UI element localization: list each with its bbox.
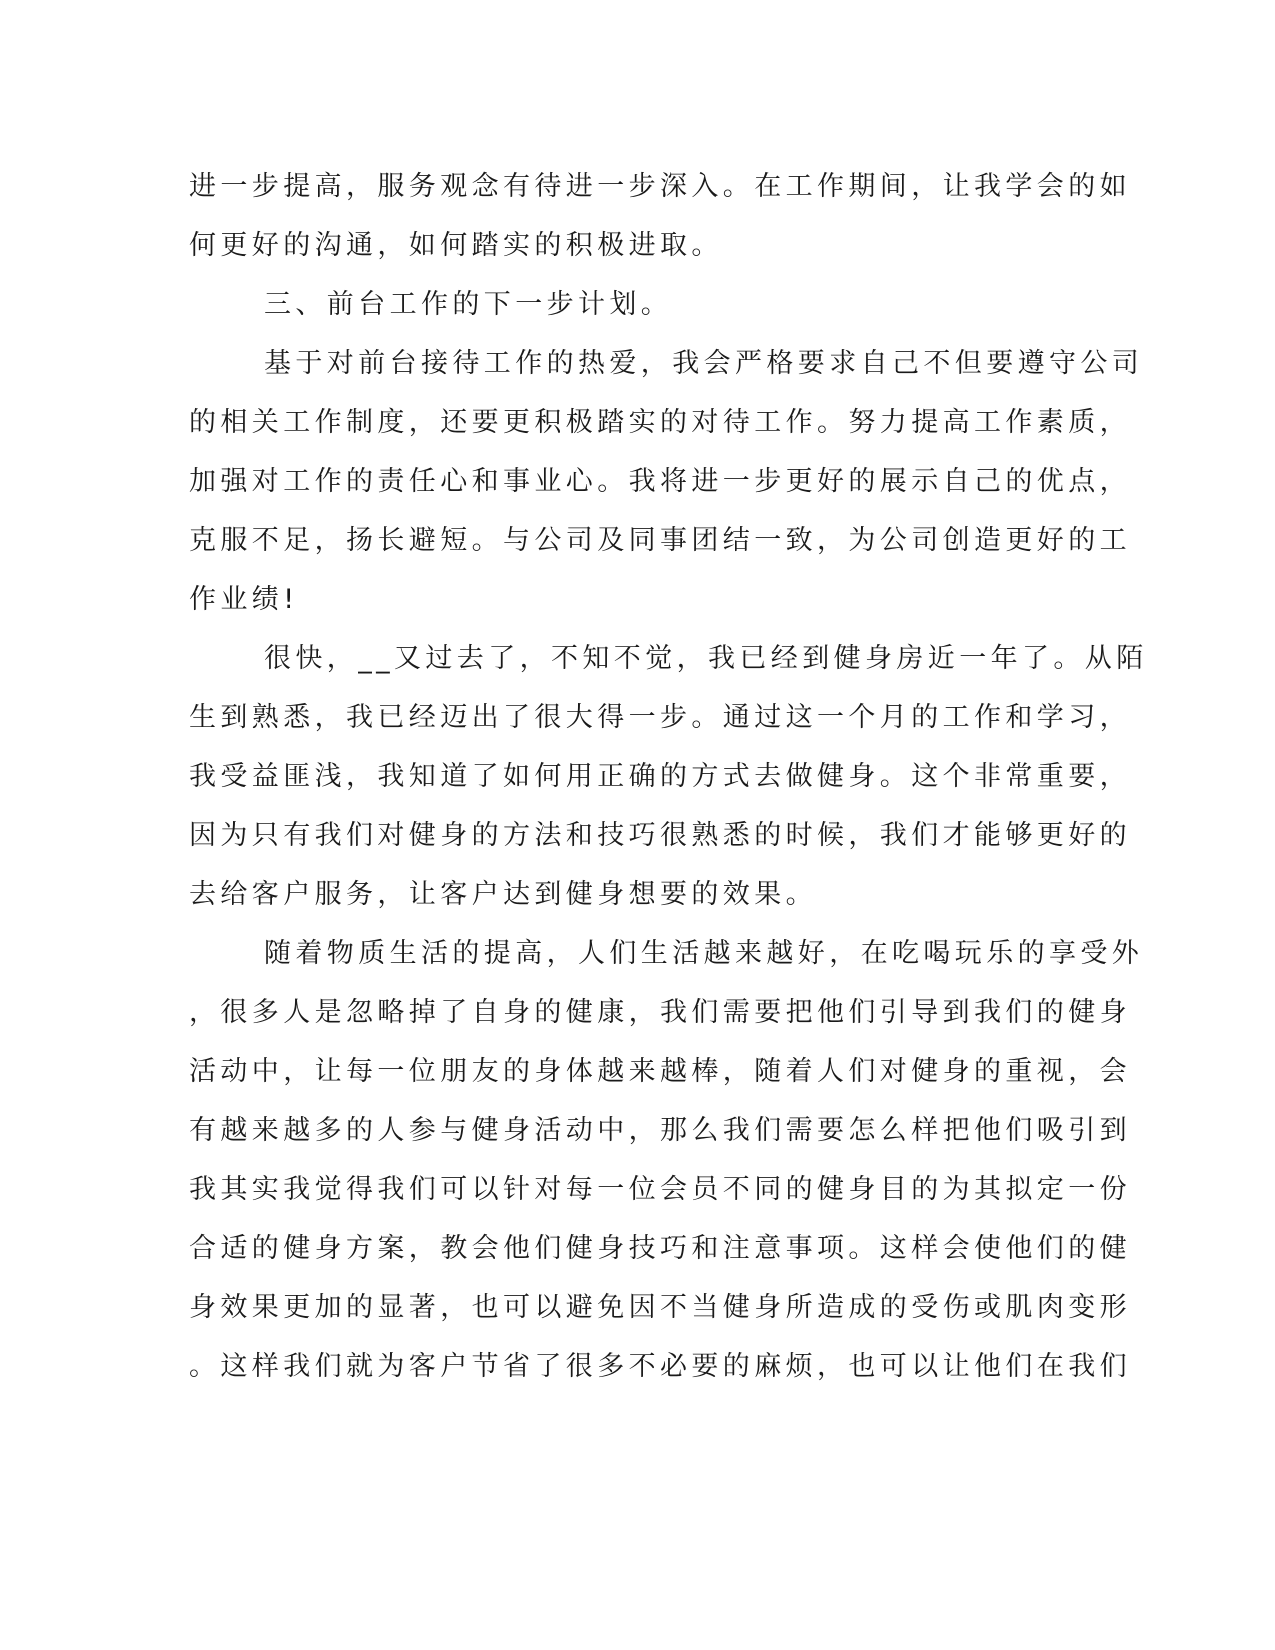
text-line: 合适的健身方案，教会他们健身技巧和注意事项。这样会使他们的健 xyxy=(189,1233,1131,1264)
text-line: 生到熟悉，我已经迈出了很大得一步。通过这一个月的工作和学习， xyxy=(189,702,1131,733)
text-line: 因为只有我们对健身的方法和技巧很熟悉的时候，我们才能够更好的 xyxy=(189,820,1131,851)
text-line: 的相关工作制度，还要更积极踏实的对待工作。努力提高工作素质， xyxy=(189,407,1131,438)
text-line: 有越来越多的人参与健身活动中，那么我们需要怎么样把他们吸引到 xyxy=(189,1115,1131,1146)
text-line: 基于对前台接待工作的热爱，我会严格要求自己不但要遵守公司 xyxy=(264,348,1144,379)
text-line: 我受益匪浅，我知道了如何用正确的方式去做健身。这个非常重要， xyxy=(189,761,1131,792)
text-line: 去给客户服务，让客户达到健身想要的效果。 xyxy=(189,879,817,910)
text-line: 活动中，让每一位朋友的身体越来越棒，随着人们对健身的重视，会 xyxy=(189,1056,1131,1087)
text-line: 很快，__又过去了，不知不觉，我已经到健身房近一年了。从陌 xyxy=(264,643,1148,674)
text-line: 进一步提高，服务观念有待进一步深入。在工作期间，让我学会的如 xyxy=(189,171,1131,202)
section-heading: 三、前台工作的下一步计划。 xyxy=(264,289,673,320)
text-line: ，很多人是忽略掉了自身的健康，我们需要把他们引导到我们的健身 xyxy=(189,997,1131,1028)
document-body xyxy=(189,157,1148,1396)
text-line: 随着物质生活的提高，人们生活越来越好，在吃喝玩乐的享受外 xyxy=(264,938,1144,969)
text-line: 加强对工作的责任心和事业心。我将进一步更好的展示自己的优点， xyxy=(189,466,1131,497)
text-line: 克服不足，扬长避短。与公司及同事团结一致，为公司创造更好的工 xyxy=(189,525,1131,556)
text-line: 。这样我们就为客户节省了很多不必要的麻烦，也可以让他们在我们 xyxy=(189,1351,1131,1382)
text-line: 我其实我觉得我们可以针对每一位会员不同的健身目的为其拟定一份 xyxy=(189,1174,1131,1205)
text-line: 作业绩! xyxy=(189,584,299,615)
text-line: 身效果更加的显著，也可以避免因不当健身所造成的受伤或肌肉变形 xyxy=(189,1292,1131,1323)
text-line: 何更好的沟通，如何踏实的积极进取。 xyxy=(189,230,723,261)
